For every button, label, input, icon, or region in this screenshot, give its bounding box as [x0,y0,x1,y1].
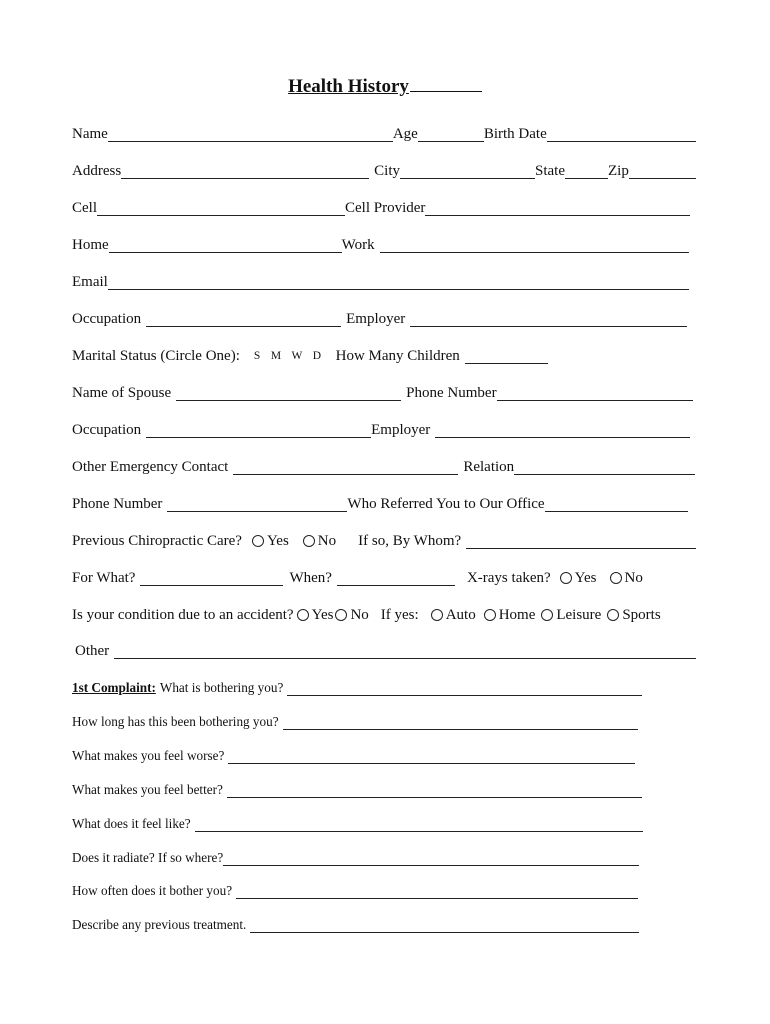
when-field[interactable] [337,569,455,586]
city-label: City [374,163,401,179]
spouse-name-field[interactable] [176,384,401,401]
relation-label: Relation [463,459,515,475]
age-field[interactable] [418,125,484,142]
row-complaint-q1 [72,674,642,696]
row-complaint-q7 [72,877,638,899]
work-field[interactable] [380,236,689,253]
zip-label: Zip [608,163,629,179]
row-email [72,268,696,290]
by-whom-label: If so, By Whom? [358,533,462,549]
home-option-label: Home [498,607,536,623]
accident-leisure[interactable] [541,607,601,623]
row-emergency [72,453,696,475]
complaint-label: 1st Complaint: [72,680,156,695]
title-text: Health History [288,76,409,97]
work-label: Work [341,237,375,253]
zip-field[interactable] [629,162,696,179]
how-many-children-label: How Many Children [335,348,460,364]
employer-label: Employer [346,311,406,327]
radio-circle-icon[interactable] [560,572,572,584]
who-referred-label: Who Referred You to Our Office [347,496,545,512]
city-field[interactable] [400,162,535,179]
no-label: No [317,533,337,549]
xrays-yes[interactable] [560,570,597,586]
for-what-field[interactable] [140,569,283,586]
complaint-q4-field[interactable] [227,781,642,798]
sports-label: Sports [622,607,661,623]
name-label: Name [72,126,108,142]
complaint-q1-field[interactable] [287,679,642,696]
title-underline [410,77,482,92]
previous-care-no[interactable] [303,533,336,549]
row-referral [72,490,696,512]
accident-home[interactable] [484,607,536,623]
row-accident [72,601,696,623]
phone-number-field[interactable] [497,384,693,401]
complaint-q5-field[interactable] [195,815,643,832]
accident-label: Is your condition due to an accident? [72,607,294,623]
row-complaint-q6 [72,844,639,866]
page-title [0,76,770,98]
complaint-q4-label: What makes you feel better? [72,782,223,797]
complaint-q7-field[interactable] [236,882,638,899]
row-previous-care [72,527,696,549]
previous-care-yes[interactable] [252,533,289,549]
row-cell [72,194,696,216]
spouse-occupation-label: Occupation [72,422,142,438]
by-whom-field[interactable] [466,532,696,549]
row-for-what [72,564,696,586]
accident-no[interactable] [335,607,368,623]
complaint-q6-label: Does it radiate? If so where? [72,850,224,865]
spouse-employer-field[interactable] [435,421,690,438]
if-yes-label: If yes: [380,607,419,623]
phone-number-label: Phone Number [406,385,497,401]
email-label: Email [72,274,108,290]
occupation-label: Occupation [72,311,142,327]
row-other [75,637,696,659]
who-referred-field[interactable] [545,495,688,512]
yes-label: Yes [266,533,289,549]
birth-date-label: Birth Date [483,126,547,142]
emergency-contact-field[interactable] [233,458,458,475]
complaint-q3-field[interactable] [228,747,635,764]
xrays-no[interactable] [610,570,643,586]
for-what-label: For What? [72,570,136,586]
cell-field[interactable] [97,199,345,216]
radio-circle-icon[interactable] [607,609,619,621]
cell-label: Cell [72,200,97,216]
xrays-label: X-rays taken? [466,570,551,586]
marital-options[interactable]: S M W D [253,350,322,362]
row-marital [72,342,696,364]
when-label: When? [289,570,332,586]
home-field[interactable] [109,236,342,253]
radio-circle-icon[interactable] [297,609,309,621]
children-field[interactable] [465,347,548,364]
row-complaint-q3 [72,742,635,764]
no-label: No [350,607,369,623]
row-complaint-q2 [72,708,638,730]
spouse-employer-label: Employer [371,422,431,438]
complaint-q8-field[interactable] [250,916,639,933]
phone-number2-label: Phone Number [72,496,163,512]
complaint-q2-label: How long has this been bothering you? [72,714,279,729]
accident-sports[interactable] [607,607,660,623]
row-home [72,231,696,253]
radio-circle-icon[interactable] [303,535,315,547]
state-field[interactable] [565,162,608,179]
complaint-q6-field[interactable] [223,849,639,866]
row-spouse-occupation [72,416,696,438]
radio-circle-icon[interactable] [431,609,443,621]
auto-label: Auto [445,607,476,623]
state-label: State [535,163,566,179]
accident-auto[interactable] [431,607,476,623]
yes-label: Yes [574,570,597,586]
spouse-occupation-field[interactable] [146,421,371,438]
complaint-q5-label: What does it feel like? [72,816,191,831]
employer-field[interactable] [410,310,687,327]
yes-label: Yes [311,607,334,623]
birth-date-field[interactable] [547,125,696,142]
complaint-q7-label: How often does it bother you? [72,883,233,898]
radio-circle-icon[interactable] [484,609,496,621]
other-label: Other [75,643,110,659]
relation-field[interactable] [514,458,695,475]
address-label: Address [72,163,122,179]
other-field[interactable] [114,642,696,659]
home-label: Home [72,237,109,253]
radio-circle-icon[interactable] [610,572,622,584]
complaint-q8-label: Describe any previous treatment. [72,917,247,932]
row-name [72,120,696,142]
phone-number2-field[interactable] [167,495,347,512]
row-address [72,157,696,179]
address-field[interactable] [121,162,369,179]
row-spouse [72,379,696,401]
email-field[interactable] [108,273,689,290]
cell-provider-field[interactable] [425,199,690,216]
no-label: No [624,570,643,586]
marital-status-label: Marital Status (Circle One): [72,348,240,364]
row-complaint-q5 [72,810,643,832]
occupation-field[interactable] [146,310,341,327]
leisure-label: Leisure [556,607,602,623]
complaint-q2-field[interactable] [283,713,638,730]
radio-circle-icon[interactable] [252,535,264,547]
complaint-q3-label: What makes you feel worse? [72,748,225,763]
spouse-name-label: Name of Spouse [72,385,172,401]
accident-yes[interactable] [297,607,334,623]
age-label: Age [392,126,418,142]
name-field[interactable] [108,125,393,142]
previous-care-label: Previous Chiropractic Care? [72,533,242,549]
row-occupation [72,305,696,327]
emergency-contact-label: Other Emergency Contact [72,459,229,475]
cell-provider-label: Cell Provider [345,200,426,216]
complaint-q1-label: What is bothering you? [159,680,284,695]
row-complaint-q4 [72,776,642,798]
radio-circle-icon[interactable] [335,609,347,621]
row-complaint-q8 [72,911,639,933]
radio-circle-icon[interactable] [541,609,553,621]
